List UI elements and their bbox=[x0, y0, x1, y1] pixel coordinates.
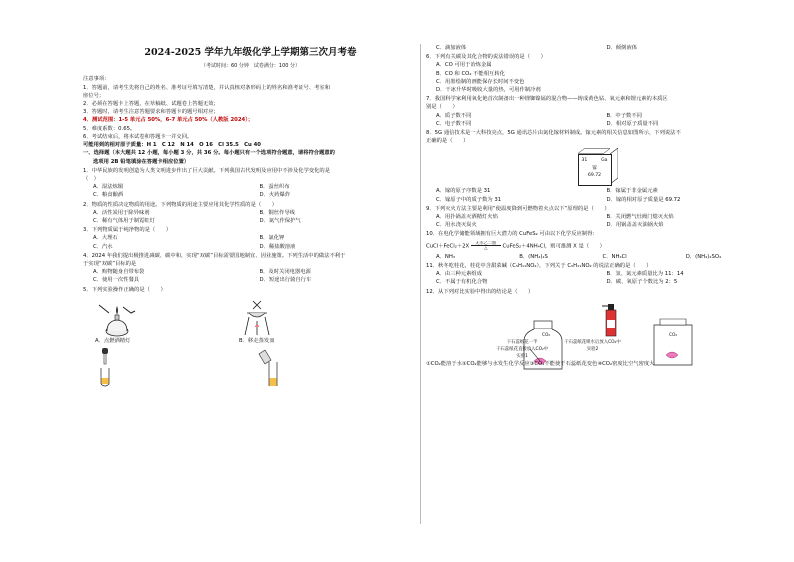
question-5 bbox=[83, 286, 418, 388]
q12-stem: 12．从下列对比实验中得出的结论是（ ） bbox=[426, 288, 534, 295]
q11-option-b[interactable]: B．氢、氮元素质量比为 11：14 bbox=[606, 271, 684, 278]
q7-stem: 7．我国科学家利用氧化铯首次制备出一种锂铷镍锰的混合物——铸成黄色钻、氧元素和锂元素的本质区 bbox=[426, 96, 668, 103]
q4-stem-2: 于实现“双碳”目标的是 bbox=[83, 260, 137, 267]
q3-option-a[interactable]: A．大理石 bbox=[93, 235, 118, 242]
experiment-1-caption bbox=[496, 340, 548, 360]
q2-option-c[interactable]: C．稀有气体用于制霓虹灯 bbox=[93, 217, 155, 224]
q7-option-b[interactable]: B．中子数不同 bbox=[606, 112, 642, 119]
experiment-2-caption bbox=[564, 340, 621, 360]
left-column bbox=[83, 44, 418, 391]
exp1-label: 实验1 bbox=[516, 353, 528, 359]
exam-meta: （考试时间：60 分钟 试卷满分：100 分） bbox=[200, 62, 301, 69]
q3-option-d[interactable]: D．稀盐酸溶液 bbox=[259, 243, 296, 250]
evaporating-dish-icon bbox=[239, 297, 275, 337]
q1-option-b[interactable]: B．蚕丝织布 bbox=[259, 184, 290, 191]
q8-stem: 8．5G 通信技术是一大科技亮点，5G 通讯芯片由氮化镓材料制成。镓元素的相关信息如图所示，下列说法不 bbox=[426, 130, 681, 137]
column-divider bbox=[420, 44, 421, 524]
q6-option-b[interactable]: B．CO 和 CO₂ 不能相互转化 bbox=[436, 70, 505, 77]
card-top-row bbox=[579, 155, 611, 164]
q7-option-c[interactable]: C．电子数不同 bbox=[436, 120, 472, 127]
q8-option-b[interactable]: B．镓属于非金属元素 bbox=[606, 188, 658, 195]
question-10 bbox=[426, 230, 769, 261]
exp2-caption-text: 干石蕊纸花喷水后放入CO₂中 bbox=[564, 339, 621, 345]
q5-options-cd bbox=[426, 44, 769, 52]
note-2: 2．必须在答题卡上答题，在草稿纸、试题卷上答题无效； bbox=[83, 101, 219, 108]
atomic-number: 31 bbox=[581, 158, 588, 164]
q1-options bbox=[83, 183, 418, 199]
question-7 bbox=[426, 95, 769, 128]
note-3: 3．答题时，请考生注意答题要求和答题卡的题号相对应； bbox=[83, 109, 219, 116]
q6-option-a[interactable]: A．CO 可用于冶炼金属 bbox=[436, 62, 492, 69]
q1-stem-2: （ ） bbox=[83, 175, 99, 182]
element-symbol: Ga bbox=[601, 158, 608, 164]
exp1-caption-text: 干石蕊纸花直接放入CO₂中 bbox=[496, 346, 549, 352]
q5-figure-b bbox=[239, 297, 275, 345]
equation-heat: △ bbox=[484, 245, 488, 251]
q8-option-c[interactable]: C．镓原子中的质子数为 31 bbox=[436, 196, 502, 203]
q7-option-d[interactable]: D．相对原子质量不同 bbox=[606, 120, 659, 127]
q3-stem: 3．下列物质属于纯净物的是（ ） bbox=[83, 227, 172, 234]
q9-option-d[interactable]: D．用锅盖盖灭油锅火焰 bbox=[606, 222, 664, 229]
exam-title: 2024-2025 学年九年级化学上学期第三次月考卷 bbox=[144, 47, 357, 58]
question-9 bbox=[426, 205, 769, 230]
q3-option-b[interactable]: B．氯化钾 bbox=[259, 235, 285, 242]
dropper-test-tube-icon bbox=[95, 348, 115, 388]
question-11 bbox=[426, 262, 769, 287]
right-column bbox=[426, 44, 769, 369]
experiment-2 bbox=[650, 315, 696, 340]
q5-option-a[interactable]: A．点燃酒精灯 bbox=[95, 337, 131, 344]
q11-option-d[interactable]: D．碳、氧原子个数比为 2：5 bbox=[606, 279, 678, 286]
q8-option-d[interactable]: D．镓的相对原子质量是 69.72 bbox=[606, 196, 681, 203]
spray-bottle-icon bbox=[600, 300, 620, 340]
pouring-liquid-icon bbox=[255, 348, 285, 388]
question-12 bbox=[426, 288, 769, 369]
note-4-scope: 4．测试范围：1-5 单元占 50%，6-7 单元占 50%（人教版 2024）； bbox=[83, 117, 254, 124]
question-8 bbox=[426, 129, 769, 204]
q6-options bbox=[426, 61, 769, 94]
q5-option-b[interactable]: B．移走蒸发皿 bbox=[239, 337, 275, 344]
paper-dry-label: 干石蕊纸花一半 bbox=[506, 339, 538, 345]
q6-option-d[interactable]: D．干冰升华时吸收大量的热，可用作制冷剂 bbox=[436, 87, 541, 94]
q1-option-c[interactable]: C．粮食酿酒 bbox=[93, 192, 124, 199]
q12-captions bbox=[426, 340, 769, 360]
q2-option-b[interactable]: B．铜丝作导线 bbox=[259, 209, 295, 216]
q4-stem: 4．2024 年我们提出极推进减碳、碳中和，实现“双碳”目标需要国地制宜、因业施策。下列生活中的做法不利于 bbox=[83, 252, 346, 259]
q11-option-c[interactable]: C．不属于有机化合物 bbox=[436, 279, 488, 286]
q10-option-b[interactable]: B．(NH₄)₂S bbox=[519, 253, 548, 260]
q9-option-b[interactable]: B．关闭燃气灶阀门熄灭火焰 bbox=[606, 214, 674, 221]
q7-options bbox=[426, 112, 769, 128]
note-1b: 座位号； bbox=[83, 92, 105, 99]
q2-stem: 2．物质的性质决定物质的用途。下列物质的用途主要应用其化学性质的是（ ） bbox=[83, 201, 278, 208]
question-2 bbox=[83, 201, 418, 226]
q11-options bbox=[426, 270, 769, 286]
experiment-1 bbox=[516, 319, 570, 340]
exp2-label: 实验2 bbox=[586, 346, 599, 352]
q11-stem: 11．秋冬吃桂花，桂花中含甜菜碱（C₅H₁₁NO₂），下列关于 C₅H₁₁NO₂ 的说法正确的是（ ） bbox=[426, 263, 652, 270]
co2-label-2: CO₂ bbox=[668, 333, 678, 339]
q9-option-a[interactable]: A．用扑锅盖灭酒精灯火焰 bbox=[436, 214, 498, 221]
q2-option-a[interactable]: A．活性炭用于除异味剂 bbox=[93, 209, 150, 216]
q6-option-c[interactable]: C．用墨绘制的画能保存长时间不变色 bbox=[436, 78, 525, 85]
q2-option-d[interactable]: D．氮气作保护气 bbox=[259, 217, 301, 224]
q5-option-c[interactable]: C．滴加液体 bbox=[436, 45, 467, 51]
q10-equation bbox=[426, 241, 769, 251]
gallium-element-card bbox=[578, 148, 618, 184]
q5-stem: 5．下列实验操作正确的是（ ） bbox=[83, 286, 166, 293]
notes-heading: 注意事项： bbox=[83, 76, 110, 83]
q1-option-d[interactable]: D．火药爆炸 bbox=[259, 192, 291, 199]
equation-reactants: CuCl＋FeCl₂＋2X bbox=[426, 243, 470, 250]
q4-option-a[interactable]: A．购物随身自带布袋 bbox=[93, 269, 145, 276]
spray-bottle bbox=[600, 300, 620, 340]
section-heading: 一、选择题（本大题共 12 小题，每小题 3 分，共 36 分。每小题只有一个选项符合题意，请将符合题意的 bbox=[83, 150, 335, 157]
q8-stem-2: 正确的是（ ） bbox=[426, 138, 469, 145]
q10-option-a[interactable]: A．NH₃ bbox=[436, 253, 455, 260]
equation-arrow bbox=[471, 241, 501, 251]
q5-figures-bottom bbox=[83, 348, 418, 388]
question-1 bbox=[83, 167, 418, 200]
q8-option-a[interactable]: A．镓的原子序数是 31 bbox=[436, 188, 491, 195]
equation-condition: 无水乙二胺 bbox=[475, 240, 497, 245]
q7-option-a[interactable]: A．质子数不同 bbox=[436, 112, 472, 119]
q10-option-d[interactable]: D．(NH₄)₂SO₄ bbox=[685, 253, 722, 260]
q10-option-c[interactable]: C．NH₄Cl bbox=[602, 253, 627, 260]
q5-option-d[interactable]: D．倾倒液体 bbox=[606, 45, 638, 51]
q1-option-a[interactable]: A．湿法炼铜 bbox=[93, 184, 124, 191]
q8-options bbox=[426, 187, 769, 203]
atomic-mass-line: 可能用到的相对原子质量：H 1 C 12 N 14 O 16 Cl 35.5 Cu 40 bbox=[83, 142, 261, 149]
element-name: 镓 bbox=[592, 165, 597, 171]
co2-label-1: CO₂ bbox=[541, 333, 551, 339]
q12-experiments bbox=[426, 300, 769, 340]
q10-stem: 10．在电化学储能领域拥有巨大潜力的 CuFeS₂ 可由以下化学反应制得： bbox=[426, 231, 598, 238]
question-3 bbox=[83, 226, 418, 251]
question-6 bbox=[426, 53, 769, 94]
q9-option-c[interactable]: C．用水浇灭炭火 bbox=[436, 222, 477, 229]
q3-option-c[interactable]: C．汽水 bbox=[93, 243, 113, 250]
alcohol-lamp-icon bbox=[95, 301, 139, 337]
atomic-mass: 69.72 bbox=[587, 172, 602, 178]
note-1: 1．答题前，请考生先将自己的姓名、准考证号填写清楚，并认真核对条形码上的姓名和准考证号、考室和 bbox=[83, 84, 331, 91]
gas-jar-icon bbox=[650, 315, 696, 369]
q4-option-c[interactable]: C．使用一次性餐具 bbox=[93, 277, 140, 284]
q5-figures-top bbox=[83, 297, 418, 345]
question-4 bbox=[83, 252, 418, 285]
q4-options bbox=[83, 268, 418, 284]
equation-products: CuFeS₂＋4NH₄Cl，则可推测 X 是（ ） bbox=[502, 243, 605, 250]
q4-option-d[interactable]: D．短途出行骑自行车 bbox=[259, 277, 312, 284]
section-heading-2: 选项用 2B 铅笔填涂在答题卡相应位置） bbox=[93, 158, 190, 165]
q7-stem-2: 别是（ ） bbox=[426, 104, 458, 111]
q9-stem: 9．下列灭火方法主要是利用“使温度降到可燃物着火点以下”原理的是（ ） bbox=[426, 205, 610, 212]
q9-options bbox=[426, 213, 769, 229]
note-5: 5．难度系数：0.65。 bbox=[83, 125, 136, 132]
q11-option-a[interactable]: A．由三种元素组成 bbox=[436, 271, 482, 278]
note-6: 6．考试结束后，将本试卷和答题卡一并交回。 bbox=[83, 133, 193, 140]
card-front-face bbox=[578, 154, 612, 186]
q4-option-b[interactable]: B．及时关闭电器电源 bbox=[259, 269, 311, 276]
q10-options bbox=[426, 253, 769, 261]
q12-conclusion: ①CO₂能溶于水②CO₂能够与水发生化学反应③CO₂不能使干石蕊纸花变色④CO₂密度比空气密度大 bbox=[426, 361, 655, 368]
q1-stem: 1．中华民族的发明创造为人类文明进步作出了巨大贡献。下列我国古代发明及应用中不涉及化学变化的是 bbox=[83, 167, 331, 174]
q3-options bbox=[83, 234, 418, 250]
q5-figure-a bbox=[95, 301, 139, 345]
q2-options bbox=[83, 209, 418, 225]
element-card-wrap bbox=[426, 148, 769, 184]
q6-stem: 6．下列有关碳及其化合物的说法错误的是（ ） bbox=[426, 54, 546, 61]
